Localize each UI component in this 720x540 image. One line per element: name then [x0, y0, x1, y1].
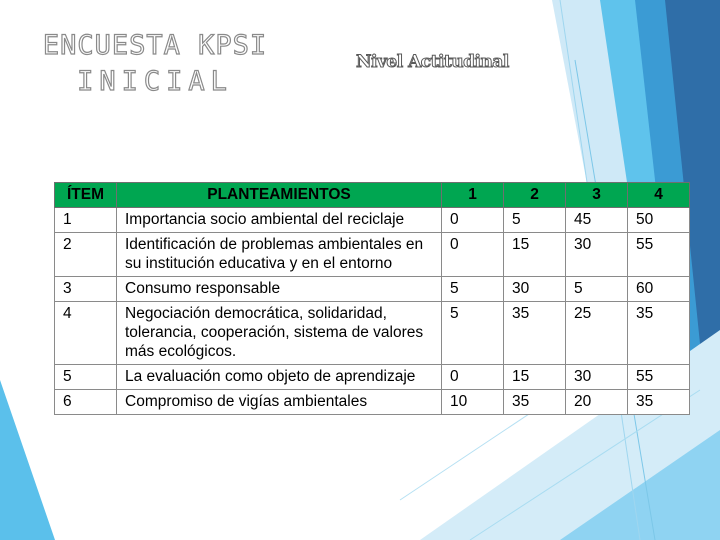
survey-table [54, 182, 690, 415]
cell-item: 6 [55, 390, 117, 415]
cell-value-2: 35 [504, 302, 566, 365]
cell-item: 4 [55, 302, 117, 365]
column-header-item: ÍTEM [55, 183, 117, 208]
cell-value-1: 5 [442, 277, 504, 302]
cell-value-1: 0 [442, 365, 504, 390]
cell-item: 3 [55, 277, 117, 302]
table-row [55, 233, 690, 277]
cell-value-3: 30 [566, 233, 628, 277]
cell-value-4: 35 [628, 302, 690, 365]
table-row [55, 208, 690, 233]
cell-value-2: 5 [504, 208, 566, 233]
cell-value-3: 30 [566, 365, 628, 390]
cell-item: 5 [55, 365, 117, 390]
title-line-2: INICIAL [77, 66, 233, 97]
cell-value-3: 25 [566, 302, 628, 365]
slide-title [40, 28, 270, 100]
cell-value-1: 0 [442, 233, 504, 277]
cell-value-1: 0 [442, 208, 504, 233]
cell-statement: La evaluación como objeto de aprendizaje [117, 365, 442, 390]
cell-statement: Compromiso de vigías ambientales [117, 390, 442, 415]
table-row [55, 277, 690, 302]
cell-value-4: 50 [628, 208, 690, 233]
column-header-4: 4 [628, 183, 690, 208]
cell-value-3: 5 [566, 277, 628, 302]
cell-value-2: 15 [504, 233, 566, 277]
cell-statement: Negociación democrática, solidaridad, tolerancia, cooperación, sistema de valores más ecológicos. [117, 302, 442, 365]
cell-item: 1 [55, 208, 117, 233]
title-line-1: ENCUESTA KPSI [42, 30, 268, 61]
cell-value-4: 55 [628, 233, 690, 277]
cell-value-4: 55 [628, 365, 690, 390]
cell-statement: Consumo responsable [117, 277, 442, 302]
cell-statement: Identificación de problemas ambientales en su institución educativa y en el entorno [117, 233, 442, 277]
cell-value-2: 30 [504, 277, 566, 302]
cell-value-3: 20 [566, 390, 628, 415]
cell-value-2: 15 [504, 365, 566, 390]
table-row [55, 365, 690, 390]
slide-subtitle: Nivel Actitudinal [356, 52, 509, 72]
cell-value-4: 35 [628, 390, 690, 415]
column-header-1: 1 [442, 183, 504, 208]
cell-value-4: 60 [628, 277, 690, 302]
cell-value-1: 5 [442, 302, 504, 365]
column-header-statement: PLANTEAMIENTOS [117, 183, 442, 208]
cell-statement: Importancia socio ambiental del reciclaje [117, 208, 442, 233]
cell-item: 2 [55, 233, 117, 277]
table-row [55, 390, 690, 415]
cell-value-1: 10 [442, 390, 504, 415]
column-header-2: 2 [504, 183, 566, 208]
deco-left-wedge [0, 380, 55, 540]
column-header-3: 3 [566, 183, 628, 208]
cell-value-2: 35 [504, 390, 566, 415]
table-row [55, 302, 690, 365]
table-header-row [55, 183, 690, 208]
cell-value-3: 45 [566, 208, 628, 233]
